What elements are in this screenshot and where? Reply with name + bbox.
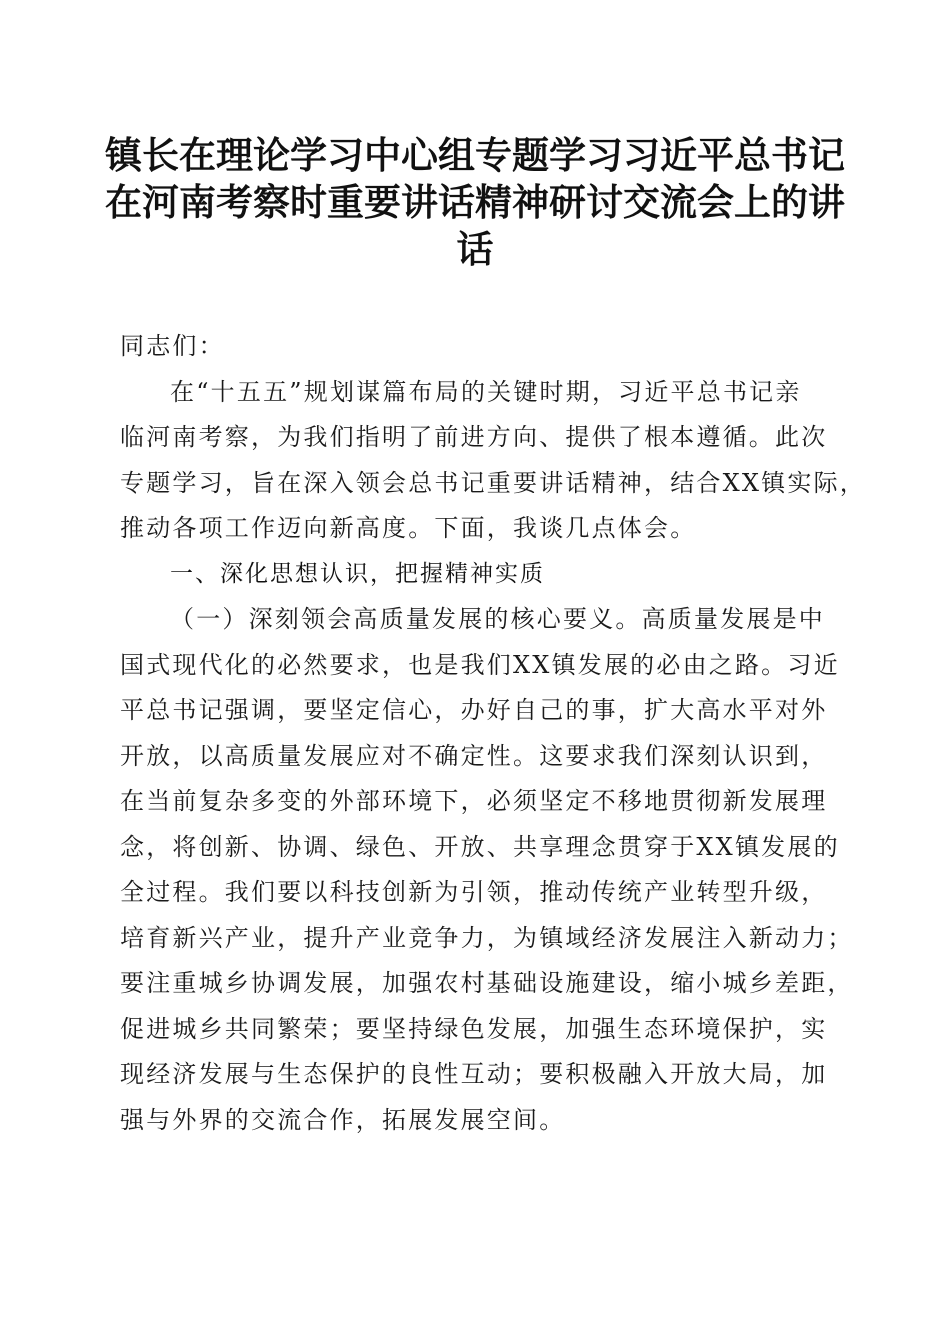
- paragraph-line: 促进城乡共同繁荣；要坚持绿色发展，加强生态环境保护，实: [120, 1014, 828, 1043]
- paragraph-line: 全过程。我们要以科技创新为引领，推动传统产业转型升级，: [120, 878, 828, 906]
- paragraph-line: 国式现代化的必然要求，也是我们XX镇发展的必由之路。习近: [120, 650, 840, 679]
- paragraph-line: 在“十五五”规划谋篇布局的关键时期，习近平总书记亲: [170, 377, 802, 406]
- title-line-2: 在河南考察时重要讲话精神研讨交流会上的讲: [105, 180, 845, 224]
- paragraph-line: 要注重城乡协调发展，加强农村基础设施建设，缩小城乡差距，: [120, 969, 854, 997]
- paragraph-line: 开放，以高质量发展应对不确定性。这要求我们深刻认识到，: [120, 741, 828, 770]
- paragraph-line: 念，将创新、协调、绿色、开放、共享理念贯穿于XX镇发展的: [120, 832, 840, 861]
- subsection-paragraph: [120, 597, 854, 1143]
- paragraph-line: 推动各项工作迈向新高度。下面，我谈几点体会。: [120, 514, 697, 542]
- salutation: 同志们：: [120, 332, 225, 360]
- paragraph-line: 平总书记强调，要坚定信心，办好自己的事，扩大高水平对外: [120, 696, 828, 724]
- title-line-3: 话: [456, 227, 494, 271]
- paragraph-line: 强与外界的交流合作，拓展发展空间。: [120, 1105, 566, 1134]
- paragraph-line: （一）深刻领会高质量发展的核心要义。高质量发展是中: [170, 605, 825, 633]
- paragraph-line: 在当前复杂多变的外部环境下，必须坚定不移地贯彻新发展理: [120, 787, 828, 815]
- document-body: [120, 324, 866, 1143]
- document-title: [100, 132, 850, 273]
- paragraph-line: 专题学习，旨在深入领会总书记重要讲话精神，结合XX镇实际，: [120, 468, 866, 497]
- paragraph-line: 临河南考察，为我们指明了前进方向、提供了根本遵循。此次: [120, 423, 828, 451]
- section-heading: 一、深化思想认识，把握精神实质: [170, 560, 545, 587]
- intro-paragraph: [120, 370, 866, 552]
- paragraph-line: 培育新兴产业，提升产业竞争力，为镇域经济发展注入新动力；: [120, 923, 854, 952]
- title-line-1: 镇长在理论学习中心组专题学习习近平总书记: [105, 133, 845, 177]
- paragraph-line: 现经济发展与生态保护的良性互动；要积极融入开放大局，加: [120, 1060, 828, 1088]
